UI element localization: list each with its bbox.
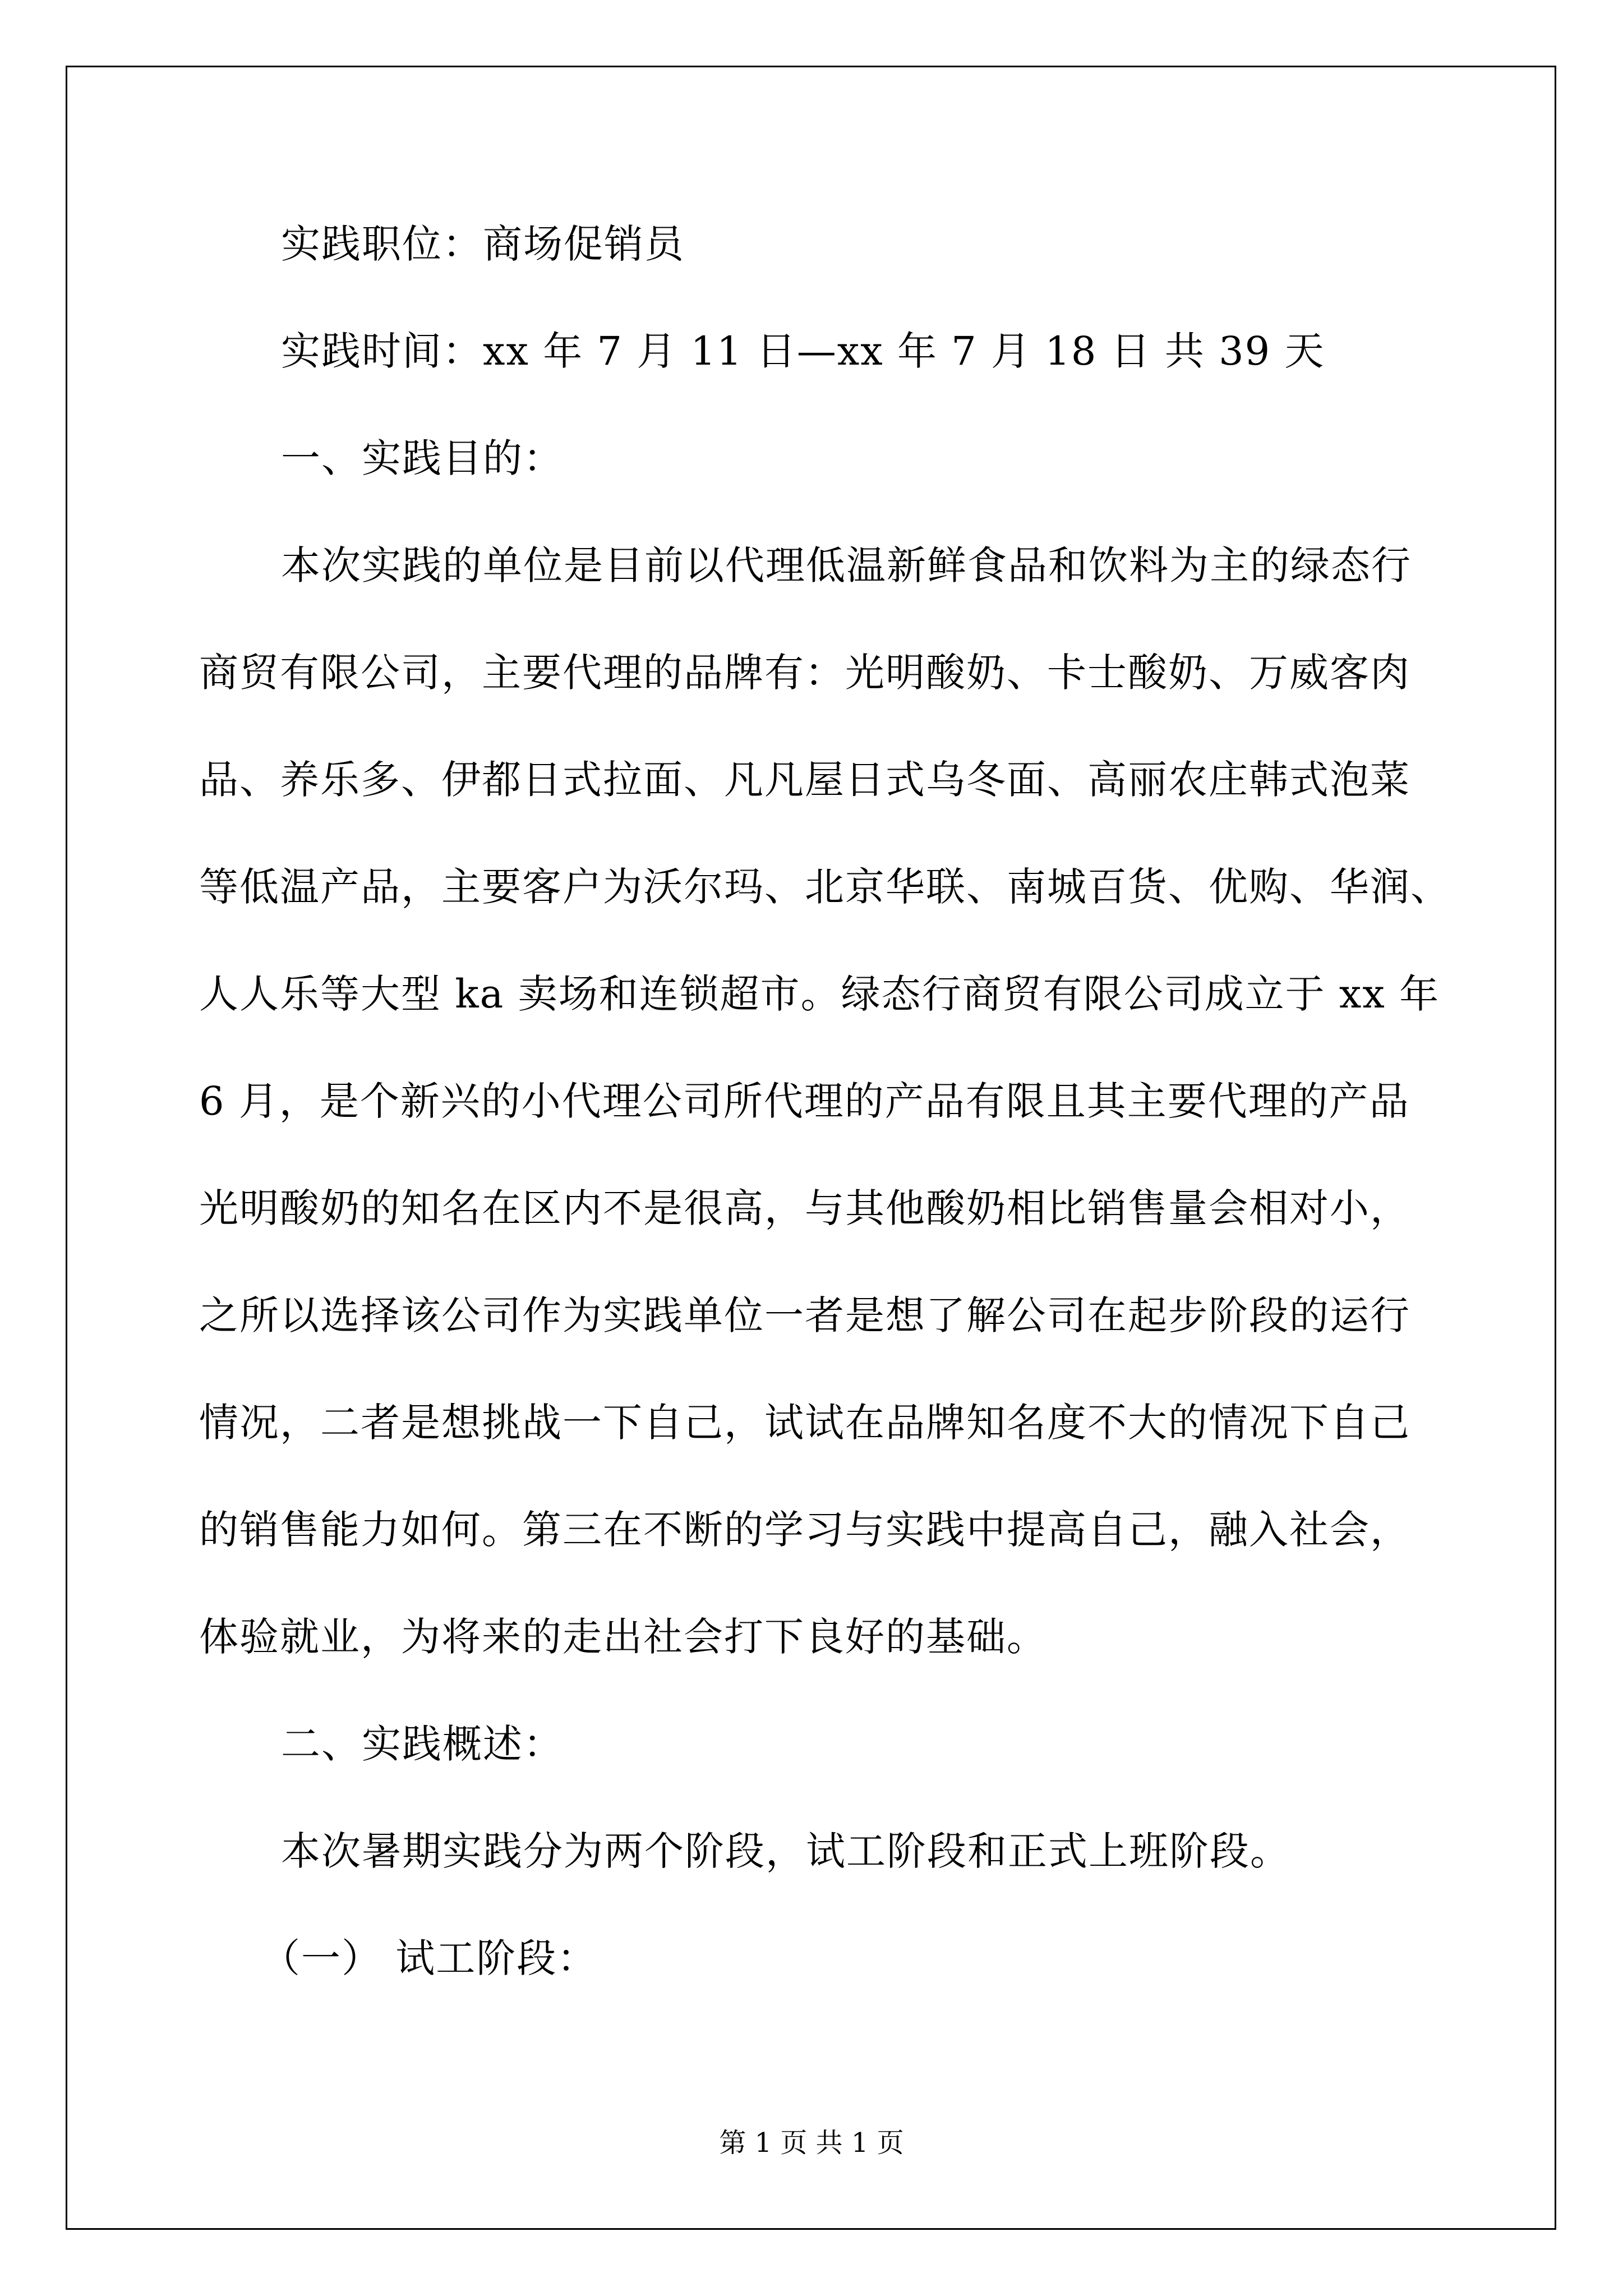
page-border <box>66 66 1556 2230</box>
text-line: 的销售能力如何。第三在不断的学习与实践中提高自己，融入社会， <box>199 1507 1410 1553</box>
text-line: 本次暑期实践分为两个阶段，试工阶段和正式上班阶段。 <box>281 1828 1290 1874</box>
section-heading: 一、实践目的： <box>281 435 564 481</box>
text-line: 体验就业，为将来的走出社会打下良好的基础。 <box>199 1614 1047 1660</box>
text-line: 情况，二者是想挑战一下自己，试试在品牌知名度不大的情况下自己 <box>199 1400 1410 1446</box>
text-line: 实践职位：商场促销员 <box>281 221 685 267</box>
text-line: 6 月，是个新兴的小代理公司所代理的产品有限且其主要代理的产品 <box>199 1078 1410 1124</box>
text-line: 实践时间：xx 年 7 月 11 日—xx 年 7 月 18 日 共 39 天 <box>281 328 1325 374</box>
section-heading: 二、实践概述： <box>281 1721 564 1767</box>
text-line: 品、养乐多、伊都日式拉面、凡凡屋日式乌冬面、高丽农庄韩式泡菜 <box>199 757 1410 803</box>
text-line: 光明酸奶的知名在区内不是很高，与其他酸奶相比销售量会相对小， <box>199 1185 1410 1231</box>
text-line: 之所以选择该公司作为实践单位一者是想了解公司在起步阶段的运行 <box>199 1292 1410 1338</box>
text-line: 人人乐等大型 ka 卖场和连锁超市。绿态行商贸有限公司成立于 xx 年 <box>199 971 1440 1017</box>
text-line: 等低温产品，主要客户为沃尔玛、北京华联、南城百货、优购、华润、 <box>199 864 1451 910</box>
page-footer: 第 1 页 共 1 页 <box>719 2127 904 2159</box>
text-line: 本次实践的单位是目前以代理低温新鲜食品和饮料为主的绿态行 <box>281 542 1412 588</box>
text-line: 商贸有限公司，主要代理的品牌有：光明酸奶、卡士酸奶、万威客肉 <box>199 650 1410 696</box>
subsection-heading: （一） 试工阶段： <box>261 1935 598 1981</box>
